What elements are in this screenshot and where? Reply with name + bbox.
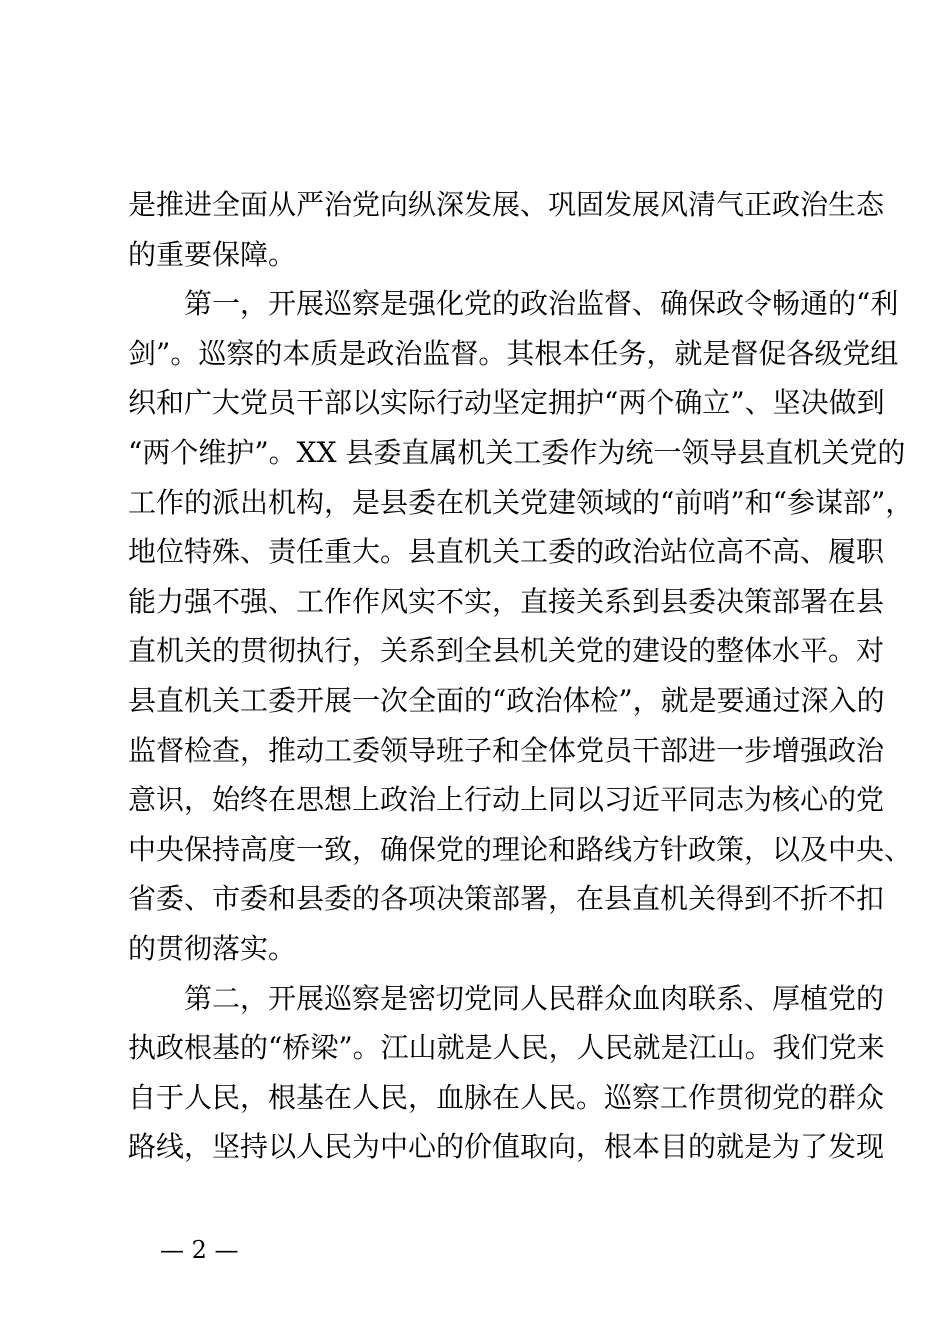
text-line: 路线，坚持以人民为中心的价值取向，根本目的就是为了发现 bbox=[128, 1130, 885, 1164]
text-line: 的贯彻落实。 bbox=[128, 932, 297, 965]
text-line: 是推进全面从严治党向纵深发展、巩固发展风清气正政治生态 bbox=[128, 188, 885, 221]
text-line: 第一，开展巡察是强化党的政治监督、确保政令畅通的“利 bbox=[128, 287, 899, 321]
text-line: 剑”。巡察的本质是政治监督。其根本任务，就是督促各级党组 bbox=[128, 336, 899, 370]
text-line: 监督检查，推动工委领导班子和全体党员干部进一步增强政治 bbox=[128, 733, 885, 767]
text-line: 工作的派出机构，是县委在机关党建领域的“前哨”和“参谋部”， bbox=[128, 485, 914, 519]
text-line: 能力强不强、工作作风实不实，直接关系到县委决策部署在县 bbox=[128, 584, 885, 618]
text-line: 省委、市委和县委的各项决策部署，在县直机关得到不折不扣 bbox=[128, 882, 885, 916]
text-line: 织和广大党员干部以实际行动坚定拥护“两个确立”、坚决做到 bbox=[128, 386, 885, 420]
text-line: “两个维护”。XX 县委直属机关工委作为统一领导县直机关党的 bbox=[128, 436, 906, 469]
text-line: 县直机关工委开展一次全面的“政治体检”，就是要通过深入的 bbox=[128, 684, 885, 717]
text-line: 的重要保障。 bbox=[128, 237, 297, 271]
text-line: 执政根基的“桥梁”。江山就是人民，人民就是江山。我们党来 bbox=[128, 1031, 885, 1065]
text-line: 直机关的贯彻执行，关系到全县机关党的建设的整体水平。对 bbox=[128, 634, 885, 668]
text-line: 地位特殊、责任重大。县直机关工委的政治站位高不高、履职 bbox=[128, 535, 885, 569]
text-line: 第二，开展巡察是密切党同人民群众血肉联系、厚植党的 bbox=[128, 981, 885, 1015]
page-number: — 2 — bbox=[160, 1236, 239, 1264]
text-line: 中央保持高度一致，确保党的理论和路线方针政策，以及中央、 bbox=[128, 832, 913, 866]
text-line: 自于人民，根基在人民，血脉在人民。巡察工作贯彻党的群众 bbox=[128, 1080, 885, 1114]
text-line: 意识，始终在思想上政治上行动上同以习近平同志为核心的党 bbox=[128, 783, 885, 817]
